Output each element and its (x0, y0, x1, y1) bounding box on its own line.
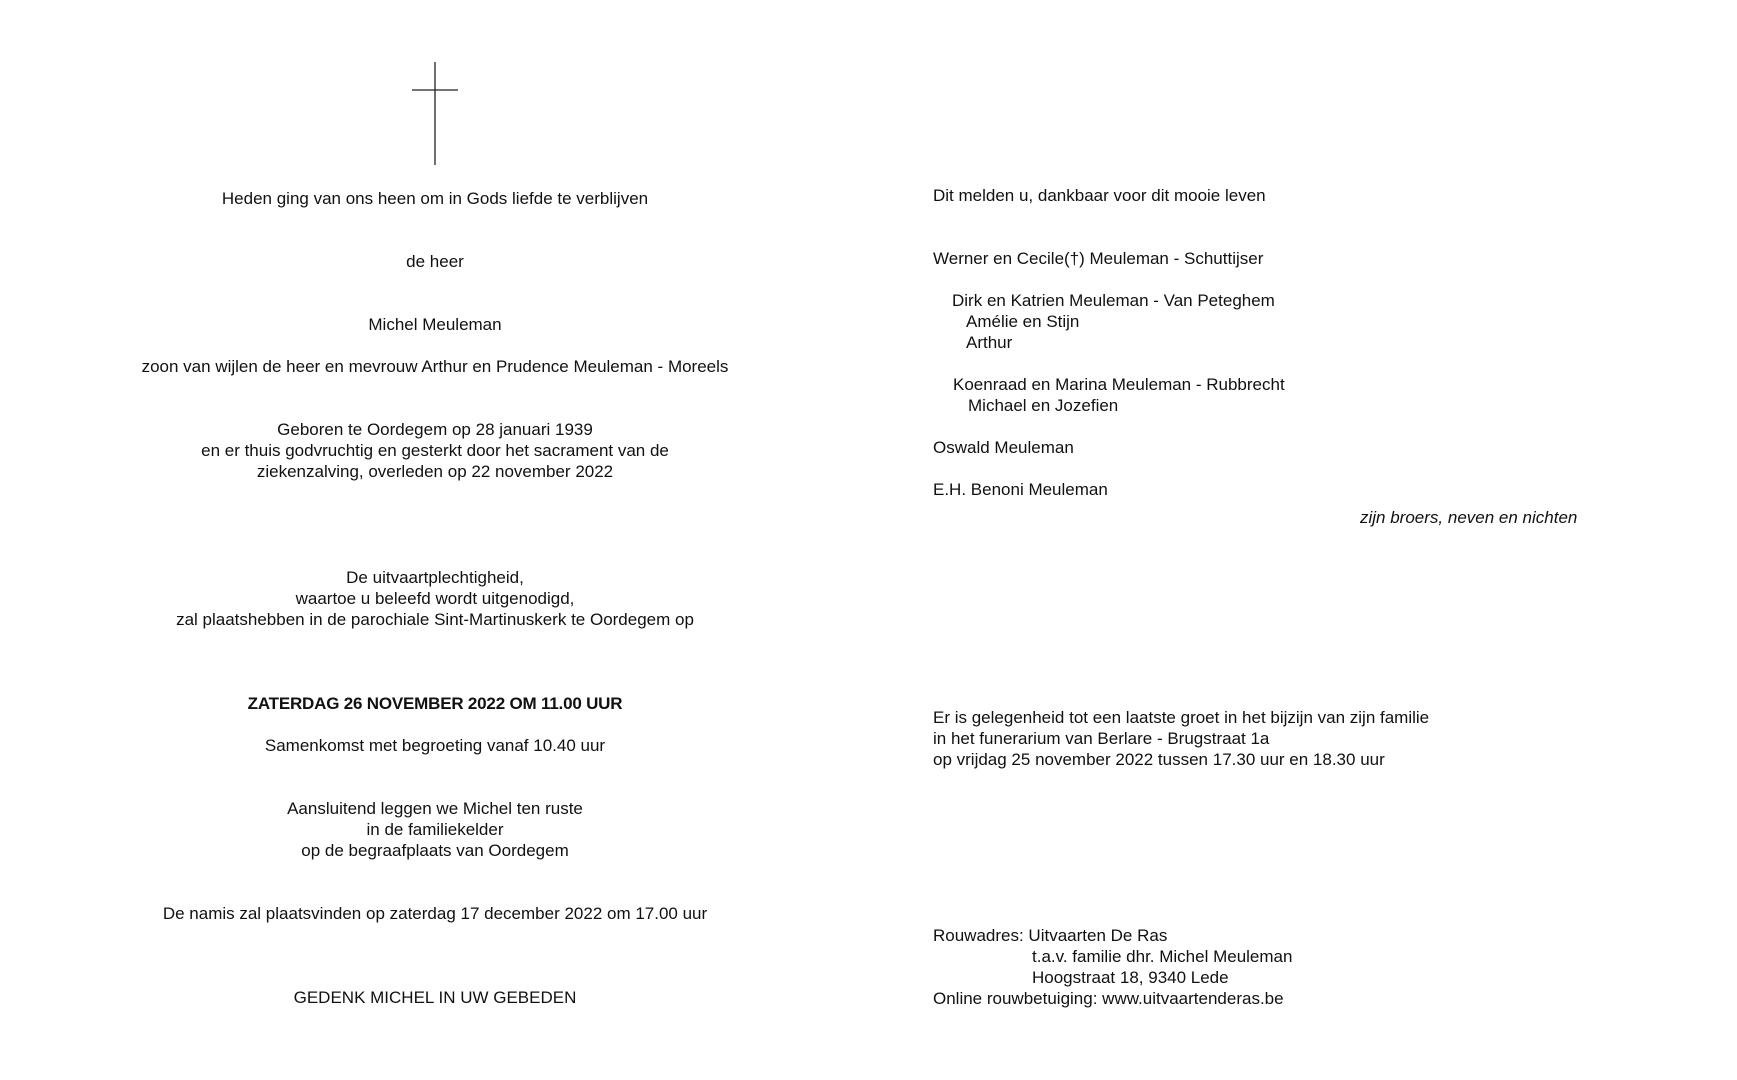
visit-line-3: op vrijdag 25 november 2022 tussen 17.30 uur en 18.30 uur (933, 750, 1385, 769)
address-line-4: Online rouwbetuiging: www.uitvaartenderas.be (933, 989, 1284, 1008)
deceased-name: Michel Meuleman (368, 315, 502, 334)
funeral-date: ZATERDAG 26 NOVEMBER 2022 OM 11.00 UUR (247, 694, 623, 713)
burial-line-3: op de begraafplaats van Oordegem (301, 841, 569, 860)
born-line-3: ziekenzalving, overleden op 22 november 2022 (256, 462, 614, 481)
visit-line-1: Er is gelegenheid tot een laatste groet in het bijzijn van zijn familie (933, 708, 1430, 727)
family-member-4: Arthur (966, 333, 1013, 352)
right-intro-text: Dit melden u, dankbaar voor dit mooie leven (933, 186, 1266, 205)
born-line-2: en er thuis godvruchtig en gesterkt door het sacrament van de (201, 441, 669, 460)
family-member-5: Koenraad en Marina Meuleman - Rubbrecht (953, 375, 1285, 394)
family-member-3: Amélie en Stijn (966, 312, 1080, 331)
funeral-line-2: waartoe u beleefd wordt uitgenodigd, (295, 589, 575, 608)
closing-text: GEDENK MICHEL IN UW GEBEDEN (293, 988, 577, 1007)
mass-text: De namis zal plaatsvinden op zaterdag 17 december 2022 om 17.00 uur (162, 904, 708, 923)
address-line-3: Hoogstraat 18, 9340 Lede (1032, 968, 1229, 987)
born-line-1: Geboren te Oordegem op 28 januari 1939 (277, 420, 593, 439)
family-member-6: Michael en Jozefien (968, 396, 1119, 415)
family-member-7: Oswald Meuleman (933, 438, 1074, 457)
intro-text: Heden ging van ons heen om in Gods liefde te verblijven (221, 189, 649, 208)
family-member-2: Dirk en Katrien Meuleman - Van Peteghem (952, 291, 1275, 310)
visit-line-2: in het funerarium van Berlare - Brugstraat 1a (933, 729, 1270, 748)
cross-icon (410, 62, 460, 165)
title-text: de heer (406, 252, 464, 271)
family-member-8: E.H. Benoni Meuleman (933, 480, 1108, 499)
address-line-1: Rouwadres: Uitvaarten De Ras (933, 926, 1168, 945)
funeral-line-1: De uitvaartplechtigheid, (346, 568, 524, 587)
address-line-2: t.a.v. familie dhr. Michel Meuleman (1032, 947, 1293, 966)
family-note: zijn broers, neven en nichten (1360, 508, 1578, 527)
burial-line-2: in de familiekelder (366, 820, 504, 839)
burial-line-1: Aansluitend leggen we Michel ten ruste (287, 799, 583, 818)
parents-text: zoon van wijlen de heer en mevrouw Arthur en Prudence Meuleman - Moreels (141, 357, 729, 376)
gathering-text: Samenkomst met begroeting vanaf 10.40 uur (264, 736, 606, 755)
funeral-line-3: zal plaatshebben in de parochiale Sint-Martinuskerk te Oordegem op (176, 610, 694, 629)
family-member-1: Werner en Cecile(†) Meuleman - Schuttijser (933, 249, 1264, 268)
